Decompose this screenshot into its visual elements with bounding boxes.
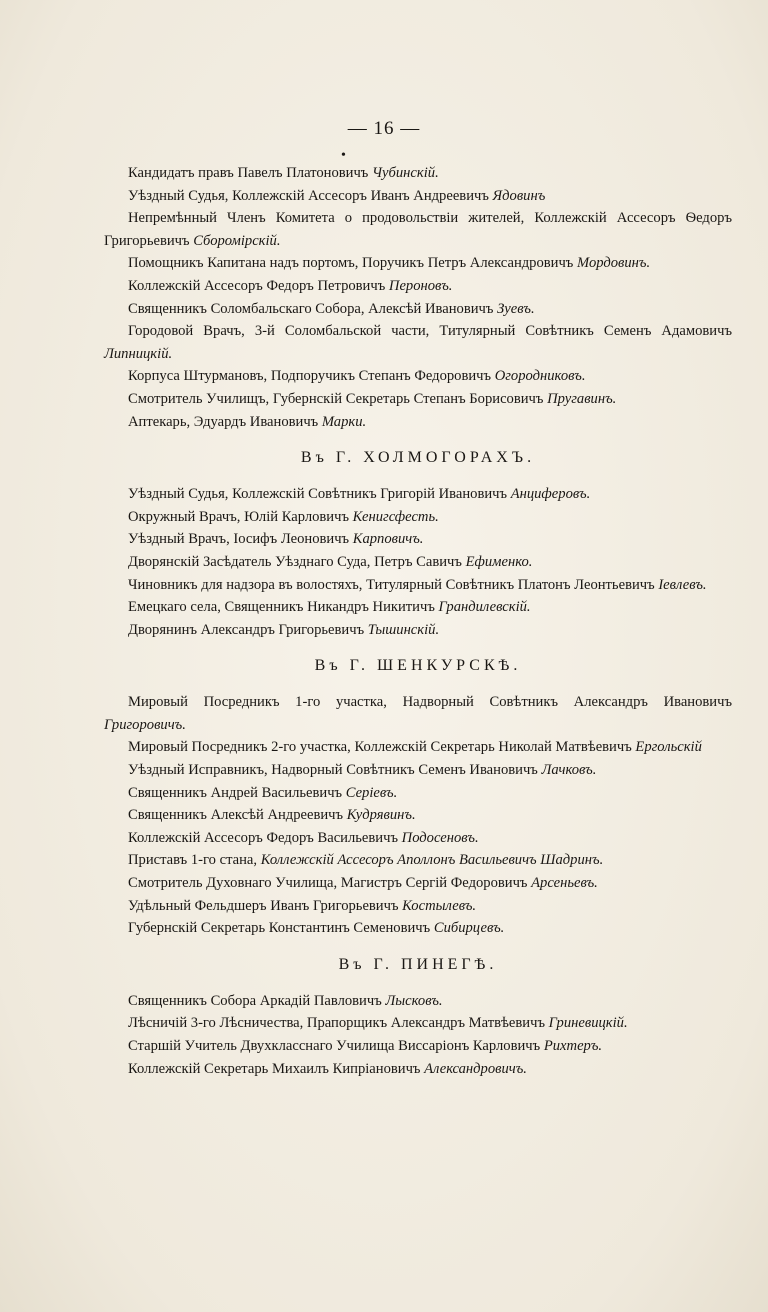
section-kholmogory <box>104 445 732 641</box>
entry-surname: Тышинскій. <box>367 621 440 638</box>
entry-surname: Григоровичъ. <box>104 716 186 733</box>
entry <box>104 1058 732 1081</box>
entry <box>104 917 732 940</box>
entry-text: Мировый Посредникъ 2-го участка, Коллежскій Секретарь Николай Матвѣевичъ <box>128 739 636 756</box>
entry <box>104 619 732 642</box>
section-pinega <box>104 952 732 1080</box>
entry <box>104 872 732 895</box>
entry-surname: Костылевъ. <box>402 897 477 914</box>
entry <box>104 1035 732 1058</box>
entry-surname: Зуевъ. <box>497 300 535 317</box>
entry-surname: Липницкій. <box>104 345 173 362</box>
entry <box>104 320 732 365</box>
entry-text: Мировый Посредникъ 1-го участка, Надворный Совѣтникъ Александръ Ивановичъ <box>128 694 732 711</box>
entry <box>104 185 732 208</box>
entry <box>104 162 732 185</box>
entry <box>104 252 732 275</box>
section-heading: Въ Г. ШЕНКУРСКѢ. <box>314 657 522 675</box>
section-arkhangelsk-continued <box>104 162 732 433</box>
entry-text: Уѣздный Врачъ, Іосифъ Леоновичъ <box>128 531 353 548</box>
entry-text: Городовой Врачъ, 3-й Соломбальской части, Титулярный Совѣтникъ Семенъ Адамовичъ <box>128 323 732 340</box>
entry-surname: Ядовинъ <box>492 187 546 204</box>
entry-text: Дворянскій Засѣдатель Уѣзднаго Суда, Петръ Савичъ <box>128 553 466 570</box>
entry-surname: Ергольскій <box>635 739 702 756</box>
entry-text: Священникъ Андрей Васильевичъ <box>128 784 346 801</box>
entry-text: Коллежскій Секретарь Михаилъ Кипріановичъ <box>128 1060 425 1077</box>
entry-text: Чиновникъ для надзора въ волостяхъ, Титулярный Совѣтникъ Платонъ Леонтьевичъ <box>128 576 659 593</box>
entry <box>104 298 732 321</box>
entry <box>104 574 732 597</box>
entry-surname: Грандилевскій. <box>438 599 531 616</box>
entry-text: Уѣздный Судья, Коллежскій Совѣтникъ Григорій Ивановичъ <box>128 486 511 503</box>
entry-surname: Кудрявинъ. <box>346 807 416 824</box>
section-heading: Въ Г. ХОЛМОГОРАХЪ. <box>300 449 536 467</box>
entry-surname: Подосеновъ. <box>401 829 479 846</box>
entry-surname: Александровичъ. <box>424 1060 527 1077</box>
entry-surname: Ефименко. <box>465 553 533 570</box>
entry <box>104 804 732 827</box>
entry-text: Священникъ Соломбальскаго Собора, Алексѣй Ивановичъ <box>128 300 498 317</box>
entry-text: Уѣздный Судья, Коллежскій Ассесоръ Иванъ Андреевичъ <box>128 187 493 204</box>
entry <box>104 736 732 759</box>
entry <box>104 506 732 529</box>
entry-text: Емецкаго села, Священникъ Никандръ Никитичъ <box>128 599 439 616</box>
entry <box>104 207 732 252</box>
entry <box>104 827 732 850</box>
entry-text: Священникъ Алексѣй Андреевичъ <box>128 807 347 824</box>
entry-text: Аптекарь, Эдуардъ Ивановичъ <box>128 413 322 430</box>
entry-surname: Огородниковъ. <box>494 368 586 385</box>
entry <box>104 759 732 782</box>
page-number: — 16 — <box>347 118 421 139</box>
entry-surname: Сбороміpскій. <box>193 232 281 249</box>
entry-surname: Пругавинъ. <box>547 390 617 407</box>
entry-text: Лѣсничій 3-го Лѣсничества, Прапорщикъ Александръ Матвѣевичъ <box>128 1015 549 1032</box>
entry <box>104 990 732 1013</box>
entry-surname: Серiевъ. <box>345 784 398 801</box>
entry-text: Уѣздный Исправникъ, Надворный Совѣтникъ Семенъ Ивановичъ <box>128 762 542 779</box>
section-heading: Въ Г. ПИНЕГѢ. <box>338 955 498 973</box>
entry <box>104 365 732 388</box>
entry-text: Приставъ 1-го стана, <box>128 852 261 869</box>
section-shenkursk <box>104 653 732 940</box>
entry-text: Дворянинъ Александръ Григорьевичъ <box>128 621 368 638</box>
entry-text: Корпуса Штурмановъ, Подпоручикъ Степанъ Федоровичъ <box>128 368 495 385</box>
entry-surname: Сибирцевъ. <box>433 920 505 937</box>
entry-surname: Іевлевъ. <box>658 576 707 593</box>
entry <box>104 483 732 506</box>
entry-text: Священникъ Собора Аркадій Павловичъ <box>128 992 386 1009</box>
entry-surname: Карповичъ. <box>352 531 424 548</box>
bullet-dot: • <box>341 148 346 163</box>
entry-surname: Пероновъ. <box>388 277 453 294</box>
entry <box>104 782 732 805</box>
entry <box>104 388 732 411</box>
entry-surname: Арсеньевъ. <box>531 875 598 892</box>
entry <box>104 596 732 619</box>
entry-text: Смотритель Духовнаго Училища, Магистръ Сергій Федоровичъ <box>128 875 532 892</box>
entry-text: Коллежскій Ассесоръ Федоръ Петровичъ <box>128 277 389 294</box>
entry-surname: Мордовинъ. <box>577 255 651 272</box>
entry-surname: Анциферовъ. <box>510 486 591 503</box>
entry <box>104 691 732 736</box>
page-content <box>104 162 732 1080</box>
entry-text: Коллежскій Ассесоръ Федоръ Васильевичъ <box>128 829 402 846</box>
entry <box>104 275 732 298</box>
entry-surname: Лачковъ. <box>541 762 597 779</box>
entry <box>104 551 732 574</box>
entry-text: Старшій Учитель Двухкласснаго Училища Виссаріонъ Карловичъ <box>128 1038 544 1054</box>
entry-surname: Чубинскій. <box>372 165 439 181</box>
entry <box>104 1012 732 1035</box>
entry-text: Кандидатъ правъ Павелъ Платоновичъ <box>128 165 372 181</box>
entry-text: Губернскій Секретарь Константинъ Семеновичъ <box>128 920 434 937</box>
entry-text: Непремѣнный Членъ Комитета о продовольствіи жителей, Коллежскій Ассесоръ Ѳедоръ Григорьевичъ <box>104 210 732 249</box>
entry <box>104 411 732 434</box>
entry-surname: Коллежскій Ассесоръ Аполлонъ Васильевичъ Шадринъ. <box>260 852 604 869</box>
entry <box>104 528 732 551</box>
entry-surname: Гриневицкій. <box>548 1015 628 1032</box>
entry-surname: Кенигсфесть. <box>352 508 439 525</box>
entry-surname: Рихтеръ. <box>543 1038 603 1054</box>
entry <box>104 895 732 918</box>
entry <box>104 849 732 872</box>
entry-text: Помощникъ Капитана надъ портомъ, Поручикъ Петръ Александровичъ <box>128 255 578 272</box>
entry-surname: Лысковъ. <box>385 992 443 1009</box>
entry-surname: Марки. <box>321 413 367 430</box>
entry-text: Окружный Врачъ, Юлій Карловичъ <box>128 508 353 525</box>
entry-text: Удѣльный Фельдшеръ Иванъ Григорьевичъ <box>128 897 403 914</box>
entry-text: Смотритель Училищъ, Губернскій Секретарь Степанъ Борисовичъ <box>128 390 548 407</box>
